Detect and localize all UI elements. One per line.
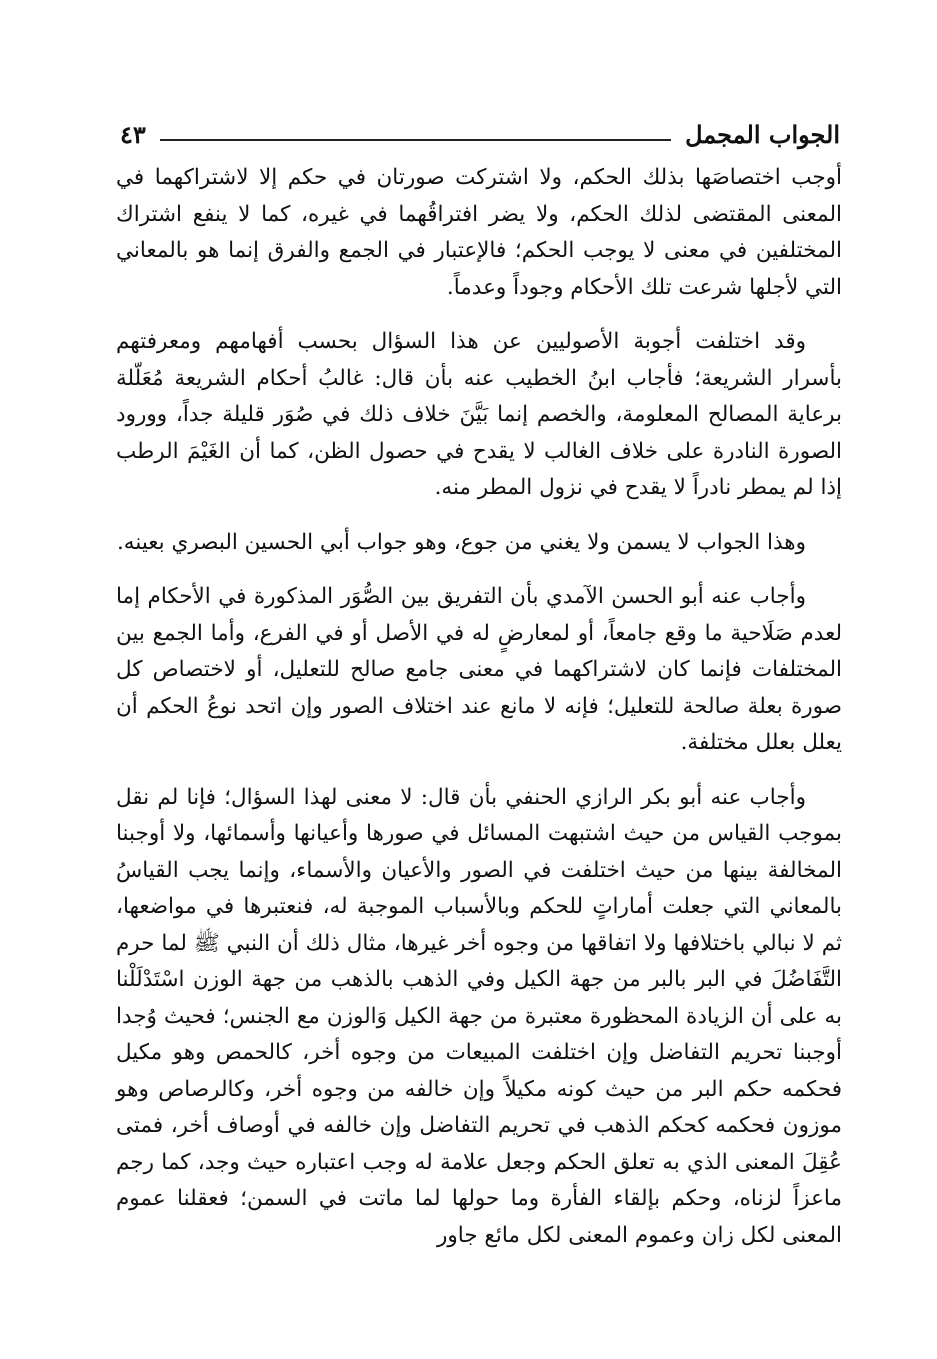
running-title: الجواب المجمل bbox=[685, 119, 840, 149]
paragraph: أوجب اختصاصَها بذلك الحكم، ولا اشتركت صورتان في حكم إلا لاشتراكهما في المعنى المقتضى لذلك الحكم، ولا يضر افتراقُهما في غيره، كما لا ينفع اشتراك المختلفين في معنى لا يوجب الحكم؛ فالإعتبار في الجمع والفرق إنما هو بالمعاني التي لأجلها شرعت تلك الأحكام وجوداً وعدماً. bbox=[116, 165, 842, 300]
page-header bbox=[120, 112, 840, 156]
paragraph: وأجاب عنه أبو بكر الرازي الحنفي بأن قال: لا معنى لهذا السؤال؛ فإنا لم نقل بموجب القياس من حيث اشتبهت المسائل في صورها وأعيانها وأسمائها، ولا أوجبنا المخالفة بينها من حيث اختلفت في الصور والأعيان والأسماء، وإنما يجب القياسُ بالمعاني التي جعلت أماراتٍ للحكم وبالأسباب الموجبة له، فنعتبرها في مواضعها، ثم لا نبالي باختلافها ولا اتفاقها من وجوه أخر غيرها، مثال ذلك أن النبي ﷺ لما حرم التَّفَاضُلَ في البر بالبر من جهة الكيل وفي الذهب بالذهب من جهة الوزن اسْتَدْلَلْنا به على أن الزيادة المحظورة معتبرة من جهة الكيل وَالوزن مع الجنس؛ فحيث وُجدا أوجبنا تحريم التفاضل وإن اختلفت المبيعات من وجوه أخر، كالحمص وهو مكيل فحكمه حكم البر من حيث كونه مكيلاً وإن خالفه من وجوه أخر، وكالرصاص وهو موزون فحكمه كحكم الذهب في تحريم التفاضل وإن خالفه في أوصاف أخر، فمتى عُقِلَ المعنى الذي به تعلق الحكم وجعل علامة له وجب اعتباره حيث وجد، كما رجم ماعزاً لزناه، وحكم بإلقاء الفأرة وما حولها لما ماتت في السمن؛ فعقلنا عموم المعنى لكل زان وعموم المعنى لكل مائع جاور bbox=[116, 784, 842, 1248]
paragraph: وقد اختلفت أجوبة الأصوليين عن هذا السؤال بحسب أفهامهم ومعرفتهم بأسرار الشريعة؛ فأجاب ابنُ الخطيب عنه بأن قال: غالبُ أحكام الشريعة مُعَلّلة برعاية المصالح المعلومة، والخصم إنما بَيَّنَ خلاف ذلك في صُوَر قليلة جداً، وورود الصورة النادرة على خلاف الغالب لا يقدح في حصول الظن، كما أن الغَيْمَ الرطب إذا لم يمطر نادراً لا يقدح في نزول المطر منه. bbox=[116, 329, 842, 500]
paragraph: وهذا الجواب لا يسمن ولا يغني من جوع، وهو جواب أبي الحسين البصري بعينه. bbox=[116, 529, 806, 555]
paragraph: وأجاب عنه أبو الحسن الآمدي بأن التفريق بين الصُّوَر المذكورة في الأحكام إما لعدم صَلَاحية ما وقع جامعاً، أو لمعارضٍ له في الأصل أو في الفرع، وأما الجمع بين المختلفات فإنما كان لاشتراكهما في معنى جامع صالح للتعليل، أو لاختصاص كل صورة بعلة صالحة للتعليل؛ فإنه لا مانع عند اختلاف الصور وإن اتحد نوعُ الحكم أن يعلل بعلل مختلفة. bbox=[116, 584, 842, 755]
page-number: ٤٣ bbox=[120, 119, 146, 149]
body-text bbox=[116, 160, 842, 1254]
header-rule bbox=[160, 139, 671, 141]
